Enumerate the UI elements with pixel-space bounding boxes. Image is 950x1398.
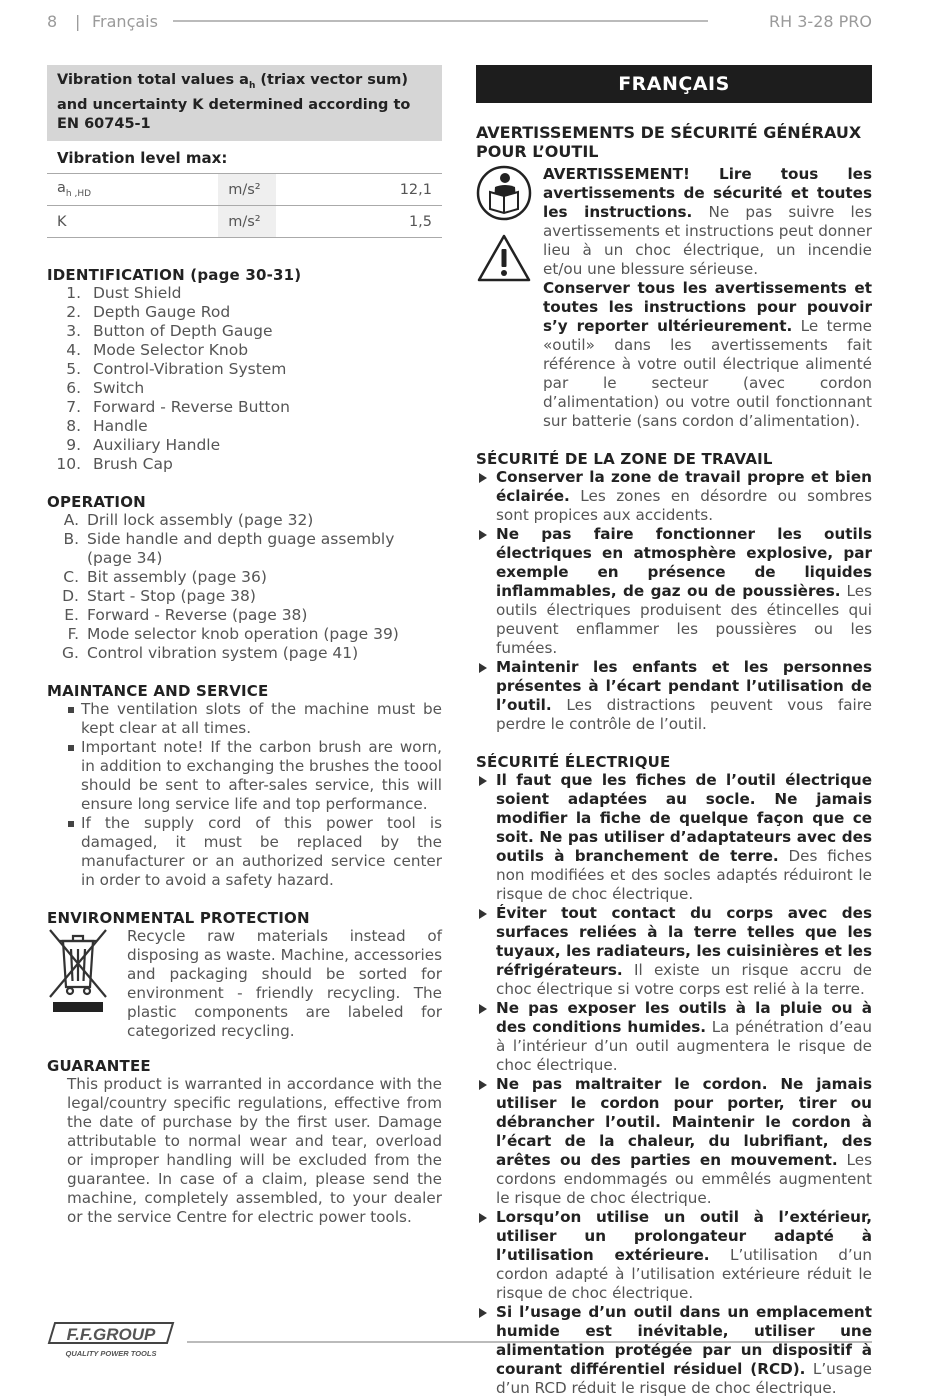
list-item xyxy=(476,1208,872,1303)
guarantee-title: GUARANTEE xyxy=(47,1057,151,1076)
list-item xyxy=(476,468,872,525)
list-item-number: 6. xyxy=(66,379,81,398)
list-item-text: Il existe un risque accru de choc électrique si votre corps est relié à la terre. xyxy=(496,961,872,998)
list-item xyxy=(47,606,442,625)
list-item-number: 1. xyxy=(66,284,81,303)
list-item-text: Les distractions peuvent vous faire perdre le contrôle de l’outil. xyxy=(496,696,872,733)
vibration-title-post: (triax vector sum) and uncertainty K determined according to EN 60745-1 xyxy=(57,72,411,132)
electrical-title: SÉCURITÉ ÉLECTRIQUE xyxy=(476,753,671,771)
warning-1-bold: AVERTISSEMENT! Lire tous les avertissements de sécurité et toutes les instructions. xyxy=(543,165,872,221)
list-item-text: Des fiches non modifiées et des socles adaptés réduiront le risque de choc électrique. xyxy=(496,847,872,903)
logo-tagline: QUALITY POWER TOOLS xyxy=(65,1349,157,1358)
list-item-text: Mode Selector Knob xyxy=(93,341,249,360)
list-item-number: A. xyxy=(63,511,79,530)
page-number: 8 xyxy=(47,12,58,31)
left-column xyxy=(47,65,442,1227)
list-item-bold: Maintenir les enfants et les personnes présentes à l’écart pendant l’utilisation de l’outil. xyxy=(496,658,872,714)
environment-title: ENVIRONMENTAL PROTECTION xyxy=(47,909,310,928)
list-item-text: Button of Depth Gauge xyxy=(93,322,273,341)
guarantee-text: This product is warranted in accordance with the legal/country specific regulations, effective from the date of purchase by the first user. Damage attributable to normal wear and tear, overload or improper handling will be excluded from the guarantee. In case of a claim, please send the machine, completely assembled, to your dealer or the service Centre for electric power tools. xyxy=(67,1075,442,1227)
header-language: Français xyxy=(92,12,158,31)
list-item xyxy=(47,360,442,379)
triangle-bullet-icon xyxy=(479,1213,487,1223)
list-item-bold: Conserver la zone de travail propre et bien éclairée. xyxy=(496,468,872,505)
list-item xyxy=(47,379,442,398)
list-item-text: L’usage d’un RCD réduit le risque de choc électrique. xyxy=(496,1360,872,1397)
list-item xyxy=(476,771,872,904)
list-item-text: Bit assembly (page 36) xyxy=(87,568,267,587)
operation-section xyxy=(47,493,442,663)
list-item-text: Control-Vibration System xyxy=(93,360,287,379)
identification-list xyxy=(47,284,442,474)
list-item-bold: Il faut que les fiches de l’outil électrique soient adaptées au socle. Ne jamais modifier la fiche de quelque façon que ce soit. Ne pas utiliser d’adaptateurs avec des outils à branchement de terre. xyxy=(496,771,872,865)
list-item-bold: Ne pas faire fonctionner les outils électriques en atmosphère explosive, par exemple en présence de liquides inflammables, de gaz ou de poussières. xyxy=(496,525,872,600)
triangle-bullet-icon xyxy=(479,909,487,919)
list-item-text: Auxiliary Handle xyxy=(93,436,221,455)
page-footer xyxy=(47,1320,872,1360)
list-item-bold: Lorsqu’on utilise un outil à l’extérieur, utiliser un prolongateur adapté à l’utilisation extérieure. xyxy=(496,1208,872,1264)
list-item xyxy=(47,398,442,417)
header-rule xyxy=(173,20,708,22)
list-item xyxy=(476,904,872,999)
list-item-text: If the supply cord of this power tool is damaged, it must be replaced by the manufacturer or an authorized service center in order to avoid a safety hazard. xyxy=(81,814,442,890)
triangle-bullet-icon xyxy=(479,1004,487,1014)
list-item xyxy=(47,322,442,341)
environment-text: Recycle raw materials instead of disposing as waste. Machine, accessories and packaging should be sorted for environment - friendly recycling. The plastic components are labeled for categorized recycling. xyxy=(127,927,442,1041)
list-item xyxy=(47,587,442,606)
logo-text: F.F.GROUP xyxy=(66,1325,156,1344)
list-item-text: Mode selector knob operation (page 39) xyxy=(87,625,399,644)
electrical-list xyxy=(476,771,872,1398)
list-item-text: Start - Stop (page 38) xyxy=(87,587,256,606)
list-item-text: The ventilation slots of the machine must be kept clear at all times. xyxy=(81,700,442,738)
list-item-bold: Ne pas maltraiter le cordon. Ne jamais utiliser le cordon pour porter, tirer ou débrancher l’outil. Maintenir le cordon à l’écart de la chaleur, du lubrifiant, des arêtes ou des parties en mouvement. xyxy=(496,1075,872,1169)
triangle-bullet-icon xyxy=(479,530,487,540)
work-area-section xyxy=(476,450,872,734)
maintenance-list xyxy=(47,700,442,890)
list-item-number: F. xyxy=(67,625,79,644)
vibration-title-pre: Vibration total values a xyxy=(57,72,249,88)
list-item xyxy=(47,417,442,436)
vib-unit: m/s² xyxy=(218,174,276,206)
environment-section xyxy=(47,909,442,1041)
list-item xyxy=(476,525,872,658)
maintenance-title: MAINTANCE AND SERVICE xyxy=(47,682,269,701)
vibration-level-max: Vibration level max: xyxy=(47,141,442,174)
list-item-bold: Éviter tout contact du corps avec des surfaces reliées à la terre telles que les tuyaux, les radiateurs, les cuisinières et les réfrigérateurs. xyxy=(496,904,872,979)
general-warnings-text xyxy=(543,165,872,431)
list-item xyxy=(65,738,442,814)
list-item xyxy=(65,814,442,890)
list-item xyxy=(476,658,872,734)
list-item-text: Depth Gauge Rod xyxy=(93,303,231,322)
triangle-bullet-icon xyxy=(479,776,487,786)
operation-list xyxy=(47,511,442,663)
list-item-text: Brush Cap xyxy=(93,455,173,474)
read-manual-icon xyxy=(476,165,543,225)
list-item-number: E. xyxy=(64,606,79,625)
vib-value: 12,1 xyxy=(276,174,442,206)
operation-title: OPERATION xyxy=(47,493,146,512)
list-item xyxy=(47,341,442,360)
list-item-number: B. xyxy=(63,530,79,549)
warning-2-text: Le terme «outil» dans les avertissements fait référence à votre outil électrique alimenté par le secteur (avec cordon d’alimentation) ou votre outil fonctionnant sur batterie (sans cordon d’alimentation). xyxy=(543,317,872,430)
footer-rule xyxy=(187,1341,872,1343)
bullet-square-icon xyxy=(68,821,74,827)
list-item xyxy=(47,303,442,322)
list-item-text: La pénétration d’eau à l’intérieur d’un outil augmentera le risque de choc électrique. xyxy=(496,1018,872,1074)
right-column xyxy=(476,65,872,1398)
triangle-bullet-icon xyxy=(479,1308,487,1318)
list-item-text: Forward - Reverse (page 38) xyxy=(87,606,308,625)
triangle-bullet-icon xyxy=(479,1080,487,1090)
list-item-bold: Ne pas exposer les outils à la pluie ou à des conditions humides. xyxy=(496,999,872,1036)
list-item-number: 4. xyxy=(66,341,81,360)
vibration-title xyxy=(47,65,442,141)
list-item-bold: Si l’usage d’un outil dans un emplacement humide est inévitable, utiliser une alimentation protégée par un dispositif à courant différentiel résiduel (RCD). xyxy=(496,1303,872,1378)
warning-2-bold: Conserver tous les avertissements et toutes les instructions pour pouvoir s’y reporter ultérieurement. xyxy=(543,279,872,335)
ffgroup-logo xyxy=(47,1320,175,1364)
triangle-bullet-icon xyxy=(479,473,487,483)
vib-label: K xyxy=(47,206,218,238)
list-item-number: 9. xyxy=(66,436,81,455)
bullet-square-icon xyxy=(68,745,74,751)
list-item xyxy=(476,1075,872,1208)
list-item-number: 7. xyxy=(66,398,81,417)
list-item xyxy=(47,625,442,644)
vib-value: 1,5 xyxy=(276,206,442,238)
list-item xyxy=(47,436,442,455)
general-warnings-block xyxy=(476,165,872,431)
identification-section xyxy=(47,266,442,474)
page-header xyxy=(47,12,872,34)
weee-recycling-icon xyxy=(47,927,127,1041)
list-item-text: L’utilisation d’un cordon adapté à l’utilisation extérieure réduit le risque de choc électrique. xyxy=(496,1246,872,1302)
list-item-text: Les outils électriques produisent des étincelles qui peuvent enflammer les poussières ou les fumées. xyxy=(496,582,872,657)
general-warnings-title: AVERTISSEMENTS DE SÉCURITÉ GÉNÉRAUX POUR L’OUTIL xyxy=(476,123,862,161)
list-item-number: 5. xyxy=(66,360,81,379)
warning-1-text: Ne pas suivre les avertissements et instructions peut donner lieu à un choc électrique, un incendie et/ou une blessure sérieuse. xyxy=(543,203,872,278)
list-item xyxy=(47,568,442,587)
header-model: RH 3-28 PRO xyxy=(769,12,872,31)
list-item-text: Drill lock assembly (page 32) xyxy=(87,511,314,530)
list-item-text: Control vibration system (page 41) xyxy=(87,644,359,663)
list-item-text: Forward - Reverse Button xyxy=(93,398,290,417)
list-item-number: 10. xyxy=(56,455,81,474)
list-item xyxy=(47,530,442,568)
list-item-number: C. xyxy=(63,568,79,587)
list-item-number: 3. xyxy=(66,322,81,341)
list-item-text: Important note! If the carbon brush are worn, in addition to exchanging the brushes the toool should be sent to after-sales service, this will ensure long service life and top performance. xyxy=(81,738,442,814)
maintenance-section xyxy=(47,682,442,890)
list-item xyxy=(47,284,442,303)
list-item-number: 8. xyxy=(66,417,81,436)
list-item-text: Les cordons endommagés ou emmêlés augmentent le risque de choc électrique. xyxy=(496,1151,873,1207)
list-item-number: D. xyxy=(62,587,79,606)
list-item xyxy=(476,999,872,1075)
vibration-title-sub: h xyxy=(248,80,256,91)
guarantee-section xyxy=(47,1057,442,1227)
list-item xyxy=(65,700,442,738)
list-item-text: Side handle and depth guage assembly (page 34) xyxy=(87,530,395,568)
work-area-list xyxy=(476,468,872,734)
vib-unit: m/s² xyxy=(218,206,276,238)
identification-title: IDENTIFICATION (page 30-31) xyxy=(47,266,302,285)
language-banner: FRANÇAIS xyxy=(476,65,872,103)
list-item xyxy=(47,455,442,474)
list-item-text: Les zones en désordre ou sombres sont propices aux accidents. xyxy=(496,487,872,524)
table-row xyxy=(47,206,442,238)
header-separator: | xyxy=(75,12,81,31)
list-item xyxy=(47,511,442,530)
bullet-square-icon xyxy=(68,707,74,713)
vib-label: $a_{h ,HD}$ xyxy=(47,174,218,206)
electrical-section xyxy=(476,753,872,1398)
list-item xyxy=(47,644,442,663)
work-area-title: SÉCURITÉ DE LA ZONE DE TRAVAIL xyxy=(476,450,773,468)
list-item-number: 2. xyxy=(66,303,81,322)
table-row xyxy=(47,174,442,206)
list-item-text: Handle xyxy=(93,417,148,436)
warning-triangle-icon xyxy=(476,233,543,287)
triangle-bullet-icon xyxy=(479,663,487,673)
list-item-text: Switch xyxy=(93,379,145,398)
vibration-table xyxy=(47,174,442,239)
list-item-number: G. xyxy=(62,644,79,663)
list-item-text: Dust Shield xyxy=(93,284,182,303)
